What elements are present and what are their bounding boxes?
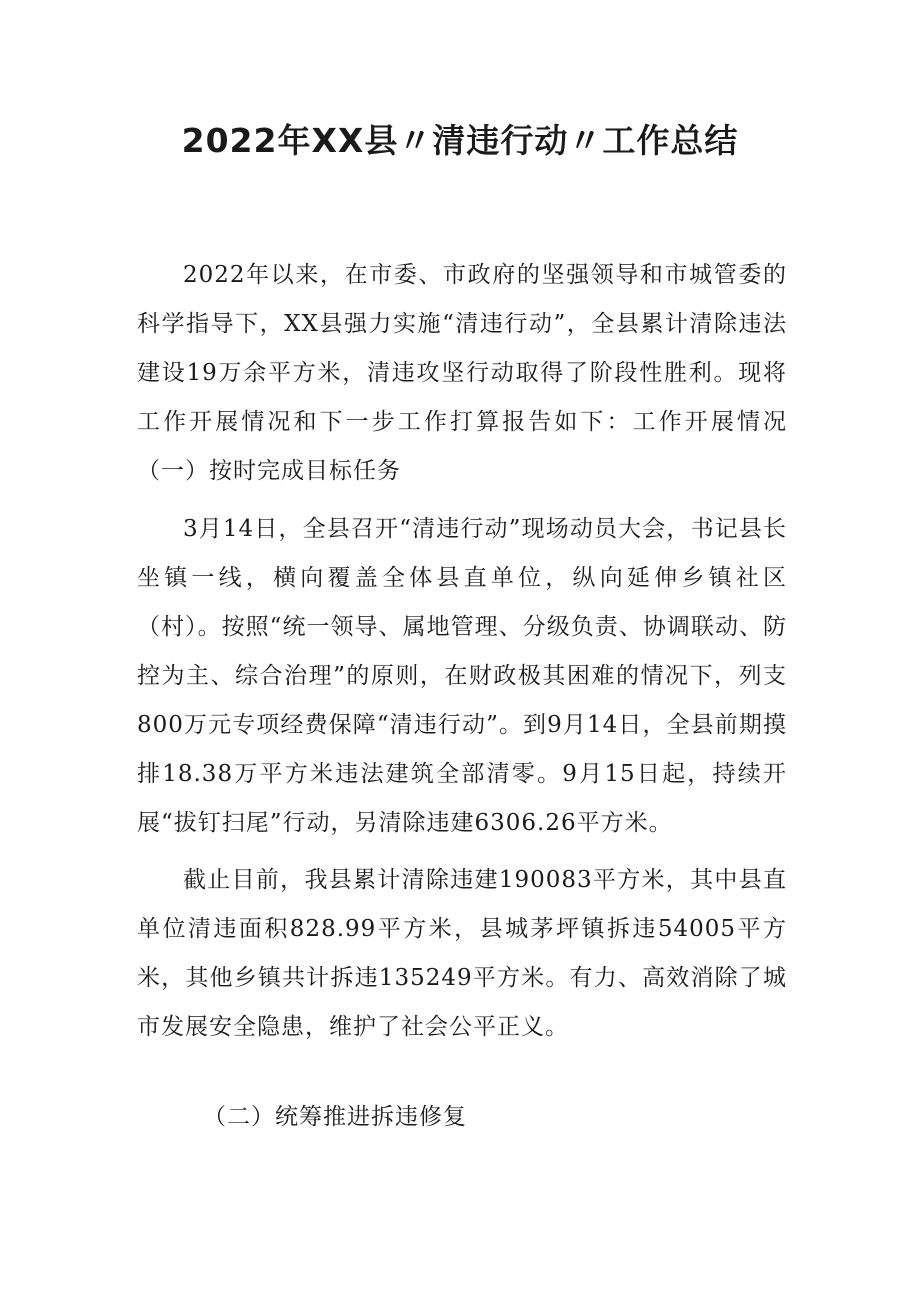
paragraph-results: 截止目前，我县累计清除违建190083平方米，其中县直单位清违面积828.99平方米，县城茅坪镇拆违54005平方米，其他乡镇共计拆违135249平方米。有力、高效消除了城市发展安全隐患，维护了社会公平正义。 [137, 867, 787, 1040]
section-subheading: （二）统筹推进拆违修复 [203, 1104, 467, 1130]
paragraph-intro: 2022年以来，在市委、市政府的坚强领导和市城管委的科学指导下，XX县强力实施“清违行动”，全县累计清除违法建设19万余平方米，清违攻坚行动取得了阶段性胜利。现将工作开展情况和下一步工作打算报告如下：工作开展情况（一）按时完成目标任务 [137, 262, 787, 484]
paragraph-mobilization: 3月14日，全县召开“清违行动”现场动员大会，书记县长坐镇一线，横向覆盖全体县直单位，纵向延伸乡镇社区（村）。按照“统一领导、属地管理、分级负责、协调联动、防控为主、综合治理”的原则，在财政极其困难的情况下，列支800万元专项经费保障“清违行动”。到9月14日，全县前期摸排18.38万平方米违法建筑全部清零。9月15日起，持续开展“拔钉扫尾”行动，另清除违建6306.26平方米。 [137, 516, 787, 836]
document-title: 2022年XX县〃清违行动〃工作总结 [181, 121, 739, 160]
